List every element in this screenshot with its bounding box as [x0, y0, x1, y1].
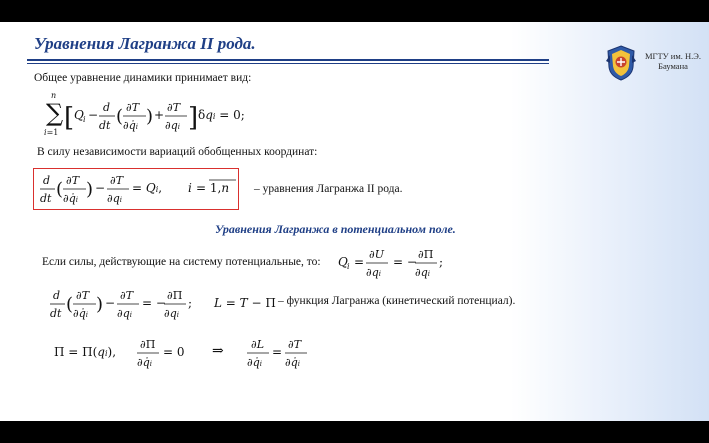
svg-text:Q: Q [338, 255, 348, 269]
slide-title: Уравнения Лагранжа II рода. [34, 34, 256, 53]
svg-text:∂T: ∂T [76, 289, 90, 302]
svg-text:=: = [272, 345, 283, 359]
svg-text:i=1: i=1 [44, 128, 59, 137]
svg-text:∂T: ∂T [167, 101, 181, 114]
svg-text:∂q̇i: ∂q̇i [247, 356, 262, 369]
lagrange-function-caption: – функция Лагранжа (кинетический потенциал). [278, 295, 516, 307]
svg-text:): ) [96, 294, 104, 315]
svg-text:∂q̇i: ∂q̇i [285, 356, 300, 369]
svg-text:;: ; [439, 255, 444, 269]
svg-text:∑: ∑ [46, 99, 64, 127]
svg-text:−: − [105, 296, 116, 310]
svg-text:∂Π: ∂Π [418, 248, 434, 261]
svg-text:dt: dt [99, 119, 111, 132]
svg-text:): ) [146, 106, 154, 127]
svg-text:n: n [51, 91, 57, 100]
svg-text:∂T: ∂T [120, 289, 134, 302]
forces-text: Если силы, действующие на систему потенциальные, то: [42, 256, 321, 268]
svg-text:∂qi: ∂qi [165, 119, 180, 132]
svg-text:∂U: ∂U [369, 248, 384, 261]
slide [0, 22, 709, 421]
svg-text:Π = Π(qi),: Π = Π(qi), [54, 345, 117, 359]
university-emblem-icon [606, 45, 636, 81]
forces-equation [336, 242, 456, 282]
potential-condition [52, 332, 312, 376]
svg-text:∂qi: ∂qi [107, 192, 122, 205]
svg-text:dt: dt [40, 192, 52, 205]
svg-text:= 0: = 0 [163, 345, 185, 359]
svg-text:∂qi: ∂qi [415, 266, 430, 279]
svg-text:∂Π: ∂Π [140, 338, 156, 351]
svg-text:∂q̇i: ∂q̇i [63, 192, 78, 205]
svg-text:Q: Q [74, 108, 84, 122]
svg-text:∂T: ∂T [66, 174, 80, 187]
svg-text:d: d [43, 174, 51, 187]
svg-text:∂qi: ∂qi [164, 307, 179, 320]
potential-field-subtitle: Уравнения Лагранжа в потенциальном поле. [215, 222, 456, 236]
university-name: МГТУ им. Н.Э. Баумана [645, 51, 701, 71]
svg-text:L = T − Π: L = T − Π [214, 296, 276, 310]
svg-text:i: i [347, 262, 350, 271]
lagrange-equation [38, 169, 238, 209]
lagrange-caption: – уравнения Лагранжа II рода. [254, 183, 403, 195]
svg-text:=: = [354, 255, 365, 269]
svg-text:∂q̇i: ∂q̇i [123, 119, 138, 132]
svg-text:∂T: ∂T [126, 101, 140, 114]
svg-text:dt: dt [50, 307, 62, 320]
svg-text:): ) [86, 179, 94, 200]
svg-text:δqi = 0;: δqi = 0; [198, 108, 245, 122]
title-underline-thin [27, 63, 549, 64]
svg-text:+: + [154, 108, 165, 122]
svg-text:∂L: ∂L [251, 338, 265, 351]
svg-text:(: ( [66, 294, 74, 315]
intro-text: Общее уравнение динамики принимает вид: [34, 72, 252, 84]
svg-text:d: d [53, 289, 61, 302]
svg-text:= −: = − [393, 255, 417, 269]
svg-text:∂q̇i: ∂q̇i [73, 307, 88, 320]
svg-text:∂qi: ∂qi [366, 266, 381, 279]
svg-text:−: − [95, 181, 106, 195]
svg-text:∂T: ∂T [288, 338, 302, 351]
svg-text:∂T: ∂T [110, 174, 124, 187]
svg-text:= Qi,: = Qi, [132, 181, 163, 195]
svg-text:= −: = − [142, 296, 166, 310]
svg-text:d: d [103, 101, 111, 114]
general-equation [40, 88, 270, 140]
implies-arrow-icon: ⇒ [212, 343, 224, 359]
svg-text:i: i [188, 181, 192, 195]
independence-text: В силу независимости вариаций обобщенных координат: [37, 146, 318, 158]
svg-text:(: ( [56, 179, 64, 200]
svg-text:∂qi: ∂qi [117, 307, 132, 320]
title-underline [27, 59, 549, 61]
svg-text:∂q̇i: ∂q̇i [137, 356, 152, 369]
svg-text:−: − [88, 108, 99, 122]
svg-text:;: ; [188, 296, 193, 310]
svg-text:∂Π: ∂Π [167, 289, 183, 302]
svg-text:= 1,n: = 1,n [196, 181, 230, 195]
svg-text:]: ] [188, 103, 199, 133]
svg-text:(: ( [116, 106, 124, 127]
svg-text:i: i [83, 115, 86, 124]
svg-text:[: [ [64, 103, 75, 133]
lagrange-potential-equation [48, 284, 198, 324]
